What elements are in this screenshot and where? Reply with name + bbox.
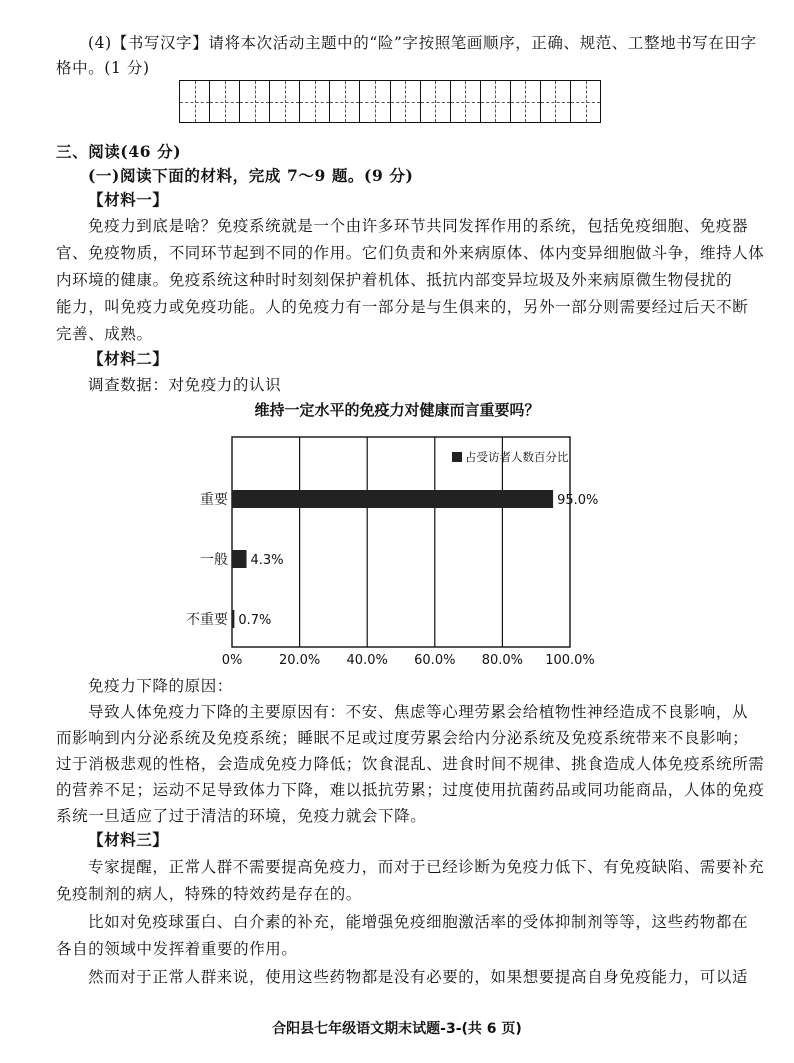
grid-cell[interactable]	[391, 81, 421, 122]
material3-line: 比如对免疫球蛋白、白介素的补充，能增强免疫细胞激活率的受体抑制剂等等，这些药物都在	[88, 913, 749, 931]
grid-cell[interactable]	[451, 81, 481, 122]
decline-line: 导致人体免疫力下降的主要原因有：不安、焦虑等心理劳累会给植物性神经造成不良影响，从	[88, 703, 749, 721]
plot-frame	[232, 437, 570, 647]
material1-line: 能力，叫免疫力或免疫功能。人的免疫力有一部分是与生俱来的，另外一部分则需要经过后天不断	[56, 298, 749, 316]
decline-heading: 免疫力下降的原因：	[88, 677, 233, 695]
material3-line: 各自的领域中发挥着重要的作用。	[56, 940, 298, 958]
grid-cell[interactable]	[330, 81, 360, 122]
decline-line: 系统一旦适应了过于清洁的环境，免疫力就会下降。	[56, 807, 427, 825]
grid-cell[interactable]	[240, 81, 270, 122]
bar-chart	[0, 425, 794, 670]
grid-cell[interactable]	[210, 81, 240, 122]
tianzi-grid[interactable]	[179, 80, 601, 123]
grid-cell[interactable]	[421, 81, 451, 122]
decline-line: 而影响到内分泌系统及免疫系统；睡眠不足或过度劳累会给内分泌系统及免疫系统带来不良影响；	[56, 729, 749, 747]
x-tick-label: 0%	[221, 653, 243, 668]
bar	[232, 610, 234, 628]
material1-line: 官、免疫物质，不同环节起到不同的作用。它们负责和外来病原体、体内变异细胞做斗争，维持人体	[56, 244, 765, 262]
q4-line-2: 格中。(1 分)	[56, 59, 150, 77]
legend-swatch	[452, 452, 462, 462]
material2-heading: 【材料二】	[88, 349, 169, 368]
x-tick-label: 60.0%	[414, 653, 456, 668]
decline-line: 过于消极悲观的性格，会造成免疫力降低；饮食混乱、进食时间不规律、挑食造成人体免疫系统所需	[56, 755, 765, 773]
material3-line: 专家提醒，正常人群不需要提高免疫力，而对于已经诊断为免疫力低下、有免疫缺陷、需要补充	[88, 858, 765, 876]
x-tick-label: 100.0%	[545, 653, 595, 668]
x-tick-label: 40.0%	[346, 653, 388, 668]
legend-label: 占受访者人数百分比	[465, 450, 569, 464]
material1-line: 免疫力到底是啥？免疫系统就是一个由许多环节共同发挥作用的系统，包括免疫细胞、免疫器	[88, 217, 749, 235]
grid-cell[interactable]	[541, 81, 571, 122]
x-tick-label: 20.0%	[278, 653, 321, 668]
material3-heading: 【材料三】	[88, 830, 169, 849]
material3-line: 免疫制剂的病人，特殊的特效药是存在的。	[56, 885, 362, 903]
data-label: 95.0%	[557, 493, 599, 508]
data-label: 0.7%	[238, 613, 272, 628]
chart-title: 维持一定水平的免疫力对健康而言重要吗？	[254, 401, 540, 419]
grid-cell[interactable]	[481, 81, 511, 122]
grid-cell[interactable]	[270, 81, 300, 122]
section-title: 三、阅读(46 分)	[56, 142, 182, 161]
material1-line: 完善、成熟。	[56, 325, 153, 343]
part1-title: (一)阅读下面的材料，完成 7～9 题。(9 分)	[88, 166, 414, 185]
material3-line: 然而对于正常人群来说，使用这些药物都是没有必要的，如果想要提高自身免疫能力，可以适	[88, 968, 749, 986]
category-label: 一般	[200, 552, 228, 568]
category-label: 重要	[200, 492, 228, 508]
material1-line: 内环境的健康。免疫系统这种时时刻刻保护着机体、抵抗内部变异垃圾及外来病原微生物侵扰的	[56, 271, 733, 289]
grid-cell[interactable]	[511, 81, 541, 122]
bar	[232, 550, 247, 568]
page-footer: 合阳县七年级语文期末试题-3-(共 6 页)	[272, 1021, 522, 1037]
grid-cell[interactable]	[180, 81, 210, 122]
category-label: 不重要	[186, 612, 228, 628]
grid-cell[interactable]	[300, 81, 330, 122]
decline-line: 的营养不足；运动不足导致体力下降，难以抵抗劳累；过度使用抗菌药品或同功能商品，人体的免疫	[56, 781, 765, 799]
data-label: 4.3%	[250, 553, 284, 568]
q4-line-1: (4)【书写汉字】请将本次活动主题中的“险”字按照笔画顺序，正确、规范、工整地书写在田字	[88, 34, 757, 52]
survey-label: 调查数据：对免疫力的认识	[88, 376, 282, 394]
bar	[232, 490, 553, 508]
x-tick-label: 80.0%	[481, 653, 524, 668]
grid-cell[interactable]	[571, 81, 600, 122]
material1-heading: 【材料一】	[88, 190, 169, 209]
grid-cell[interactable]	[360, 81, 390, 122]
